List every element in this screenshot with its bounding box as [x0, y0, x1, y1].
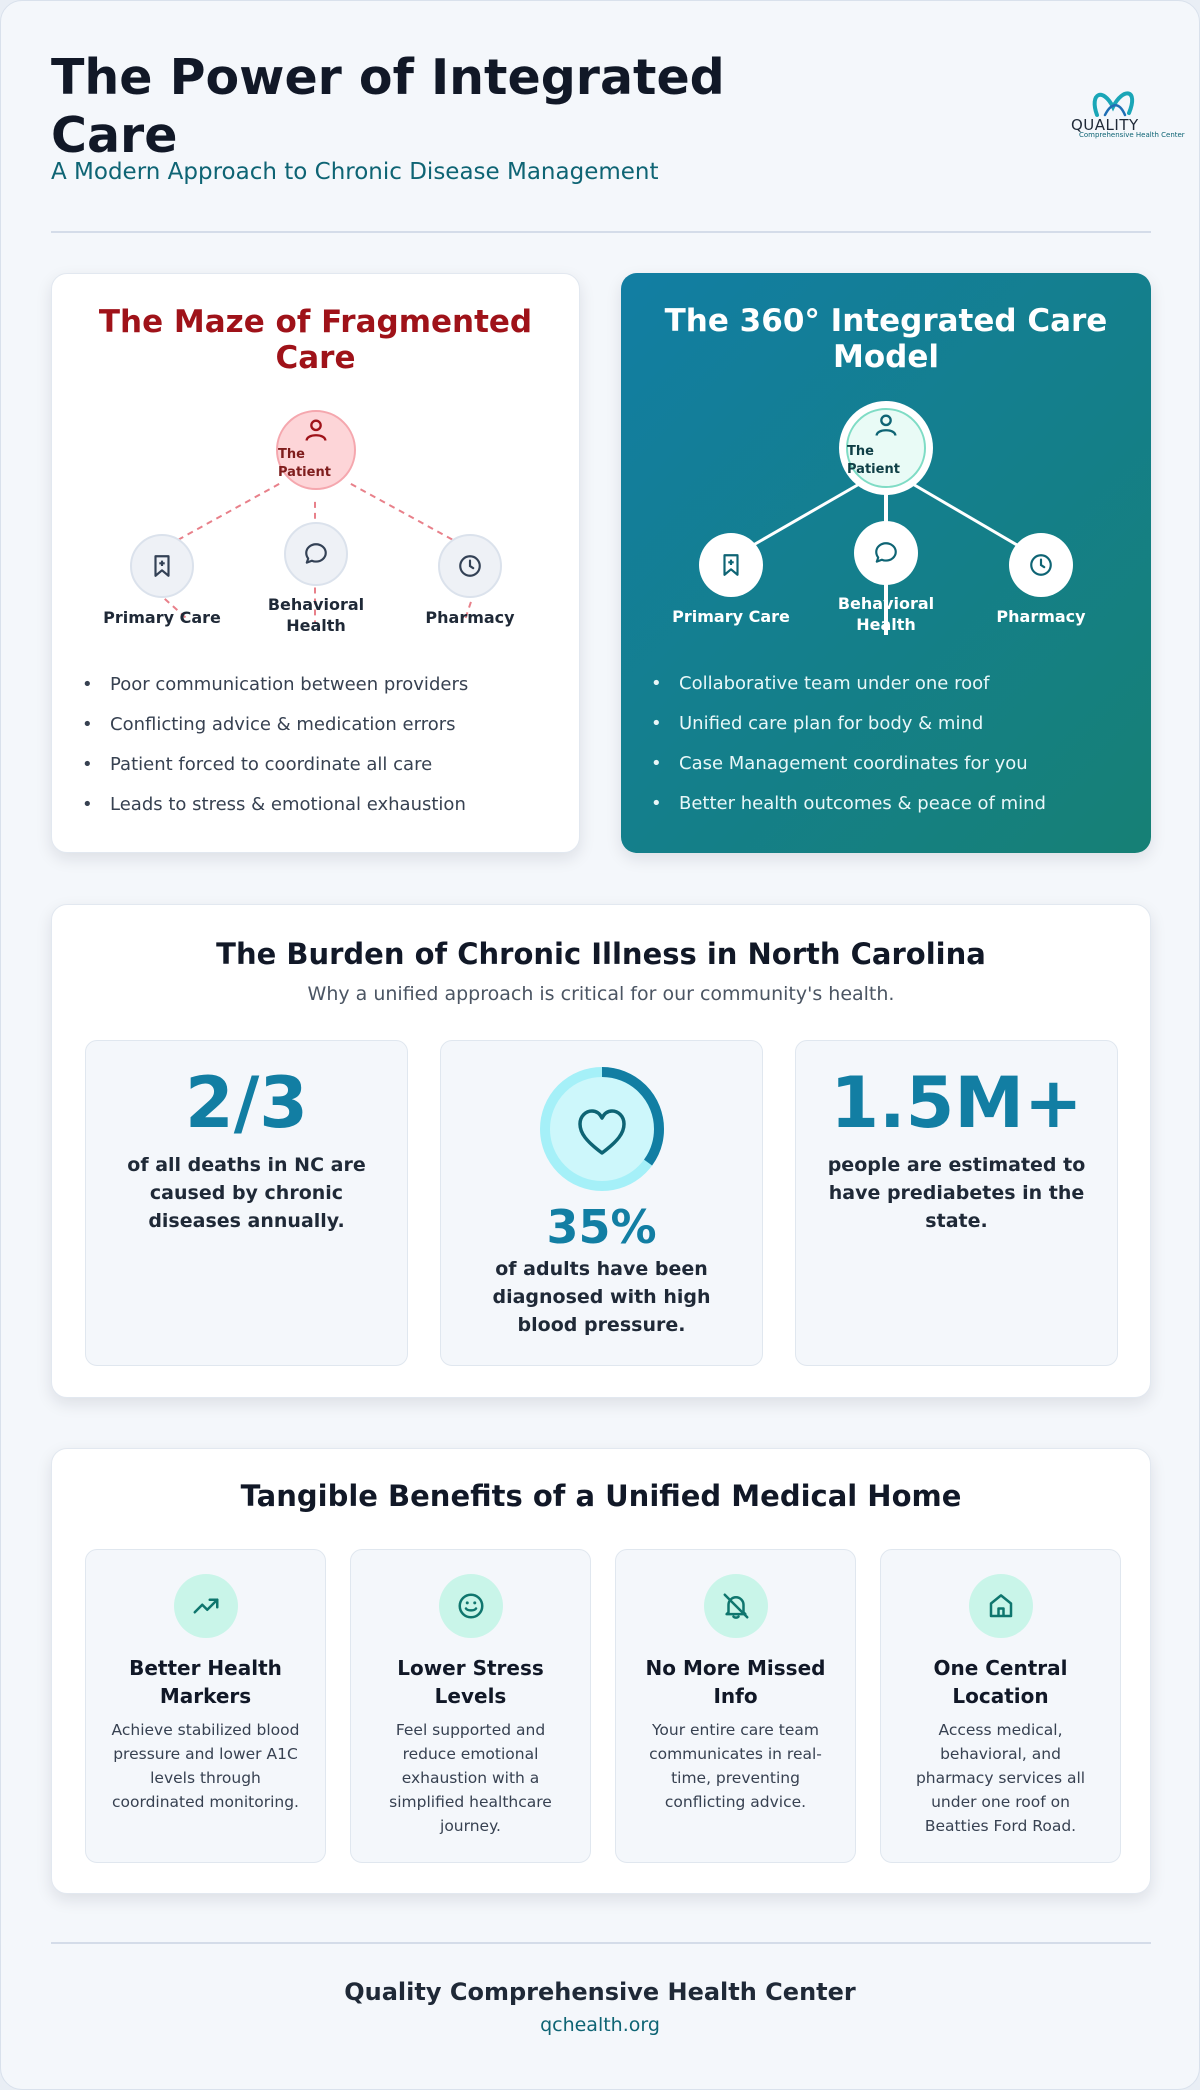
benefit-title: One Central Location — [933, 1656, 1068, 1708]
benefit-card — [880, 1549, 1121, 1863]
page-subtitle: A Modern Approach to Chronic Disease Management — [51, 159, 659, 185]
integrated-bullets — [675, 673, 1046, 833]
footer-url-link[interactable]: qchealth.org — [540, 2014, 660, 2036]
pharmacy-label: Pharmacy — [425, 608, 515, 627]
stat-description: of adults have been diagnosed with high blood pressure. — [492, 1258, 711, 1336]
fragmented-care-title: The Maze of Fragmented Care — [98, 304, 533, 376]
stat-card-prediabetes — [795, 1040, 1118, 1366]
benefit-description: Your entire care team communicates in real-time, preventing conflicting advice. — [649, 1721, 822, 1811]
clock-icon — [457, 553, 483, 579]
home-icon — [969, 1574, 1033, 1638]
fragmented-care-card — [51, 273, 580, 853]
header-divider — [51, 231, 1151, 233]
bell-off-icon — [704, 1574, 768, 1638]
benefit-description: Achieve stabilized blood pressure and lower A1C levels through coordinated monitoring. — [111, 1721, 300, 1811]
stat-description: people are estimated to have prediabetes in the state. — [827, 1154, 1086, 1232]
burden-section — [51, 904, 1151, 1398]
behavioral-health-label: Behavioral Health — [267, 595, 365, 635]
primary-care-node — [699, 533, 763, 597]
benefit-description: Access medical, behavioral, and pharmacy services all under one roof on Beatties Ford Road. — [915, 1721, 1086, 1835]
logo-subtext: Comprehensive Health Center — [1079, 131, 1185, 139]
user-icon — [302, 416, 330, 444]
patient-node — [276, 410, 356, 490]
pharmacy-node — [438, 534, 502, 598]
behavioral-health-label: Behavioral Health — [837, 594, 935, 634]
list-item: • Poor communication between providers — [106, 674, 468, 696]
benefit-title: Lower Stress Levels — [397, 1656, 544, 1708]
smile-icon — [439, 1574, 503, 1638]
chat-bubble-icon — [873, 540, 899, 566]
benefit-card — [615, 1549, 856, 1863]
burden-title: The Burden of Chronic Illness in North Carolina — [216, 937, 986, 971]
benefits-title: Tangible Benefits of a Unified Medical Home — [240, 1479, 962, 1513]
bookmark-icon — [149, 553, 175, 579]
clock-icon — [1028, 552, 1054, 578]
bookmark-icon — [718, 552, 744, 578]
primary-care-label: Primary Care — [103, 608, 221, 627]
list-item: • Collaborative team under one roof — [675, 673, 1046, 695]
benefit-title: Better Health Markers — [129, 1656, 282, 1708]
benefits-section — [51, 1448, 1151, 1894]
trending-up-icon — [174, 1574, 238, 1638]
patient-label: The Patient — [278, 447, 331, 480]
benefit-card — [350, 1549, 591, 1863]
footer-divider — [51, 1942, 1151, 1944]
list-item: • Patient forced to coordinate all care — [106, 754, 468, 776]
stat-value: 2/3 — [185, 1062, 308, 1144]
benefit-description: Feel supported and reduce emotional exhaustion with a simplified healthcare journey. — [389, 1721, 552, 1835]
primary-care-label: Primary Care — [672, 607, 790, 626]
logo — [1067, 89, 1185, 149]
behavioral-health-node — [854, 521, 918, 585]
list-item: • Unified care plan for body & mind — [675, 713, 1046, 735]
user-icon — [872, 411, 900, 439]
list-item: • Better health outcomes & peace of mind — [675, 793, 1046, 815]
stat-card-blood-pressure — [440, 1040, 763, 1366]
progress-ring — [536, 1063, 668, 1195]
logo-text: QUALITY — [1071, 116, 1139, 134]
list-item: • Conflicting advice & medication errors — [106, 714, 468, 736]
chat-bubble-icon — [303, 541, 329, 567]
integrated-care-card — [621, 273, 1151, 853]
benefit-title: No More Missed Info — [645, 1656, 826, 1708]
patient-label: The Patient — [847, 444, 900, 477]
stat-description: of all deaths in NC are caused by chronic diseases annually. — [127, 1154, 366, 1232]
list-item: • Leads to stress & emotional exhaustion — [106, 794, 468, 816]
pharmacy-node — [1009, 533, 1073, 597]
stat-card-deaths — [85, 1040, 408, 1366]
primary-care-node — [130, 534, 194, 598]
fragmented-bullets — [106, 674, 468, 834]
integrated-care-title: The 360° Integrated Care Model — [664, 303, 1108, 375]
list-item: • Case Management coordinates for you — [675, 753, 1046, 775]
footer-org-name: Quality Comprehensive Health Center — [344, 1978, 856, 2006]
stat-value: 35% — [546, 1200, 657, 1254]
patient-node — [839, 401, 933, 495]
stat-value: 1.5M+ — [830, 1062, 1083, 1144]
benefit-card — [85, 1549, 326, 1863]
behavioral-health-node — [284, 522, 348, 586]
page-title: The Power of Integrated Care — [51, 49, 725, 164]
pharmacy-label: Pharmacy — [996, 607, 1086, 626]
burden-subtitle: Why a unified approach is critical for our community's health. — [307, 983, 895, 1005]
